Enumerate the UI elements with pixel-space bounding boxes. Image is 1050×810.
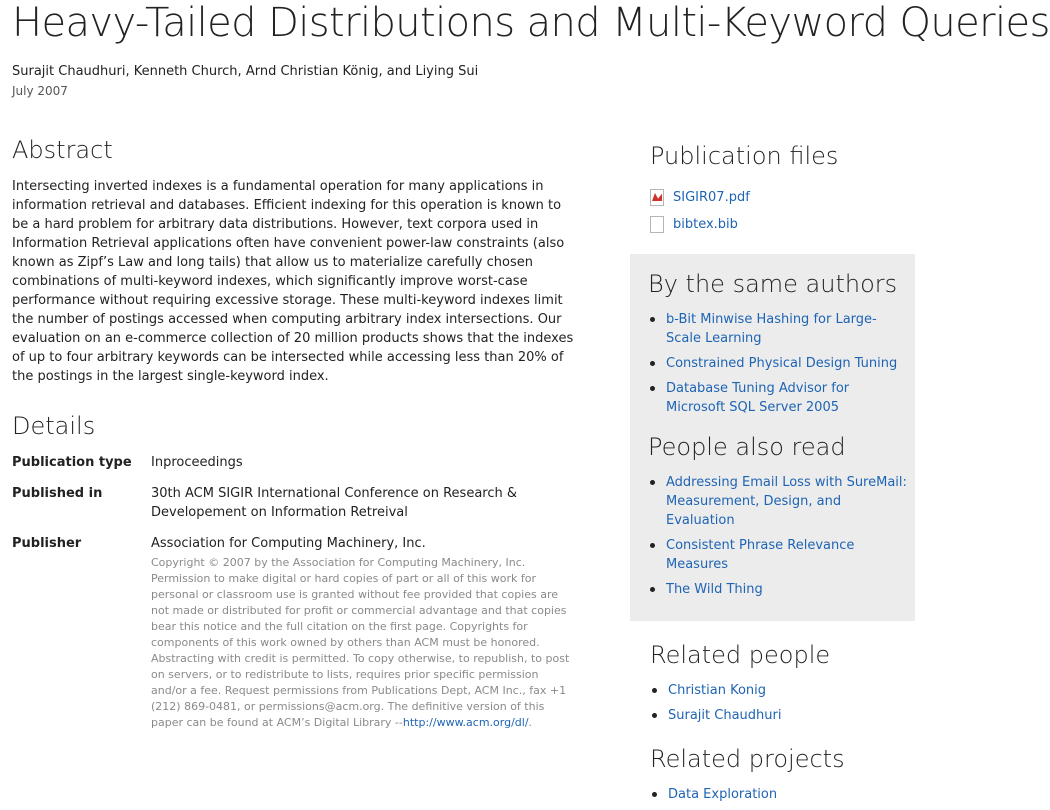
details-heading: Details (12, 412, 96, 440)
list-item (648, 580, 915, 599)
also-read-link[interactable]: The Wild Thing (666, 582, 763, 597)
list-item (648, 379, 915, 417)
file-link-bib[interactable]: bibtex.bib (673, 217, 738, 232)
file-item (650, 184, 915, 211)
also-read-list (648, 473, 915, 599)
copyright-text: Copyright © 2007 by the Association for Computing Machinery, Inc. Permission to make digital or hard copies of part or all of this work for personal or classroom use is granted without fee provided that copies are not made or distributed for profit or commercial advantage and that copies bear this notice and the full citation on the first page. Copyrights for components of this work owned by others than ACM must be honored. Abstracting with credit is permitted. To copy otherwise, to republish, to post on servers, or to redistribute to lists, requires prior specific permission and/or a fee. Request permissions from Publications Dept, ACM Inc., fax +1 (212) 869-0481, or permissions@acm.org. The definitive version of this paper can be found at ACM’s Digital Library -- (151, 556, 570, 729)
related-projects-list (650, 785, 915, 804)
main-content (12, 134, 578, 743)
files-list (650, 184, 915, 238)
detail-value: Inproceedings (151, 455, 243, 470)
sidebar (630, 140, 915, 810)
detail-value: Association for Computing Machinery, Inc. (151, 536, 426, 551)
same-authors-list (648, 310, 915, 417)
abstract-heading: Abstract (12, 136, 113, 164)
detail-label: Publisher (12, 536, 82, 551)
same-authors-link[interactable]: b-Bit Minwise Hashing for Large-Scale Learning (666, 312, 877, 346)
detail-row-published-in (12, 484, 578, 522)
related-projects-heading: Related projects (650, 745, 845, 773)
acm-dl-link[interactable]: http://www.acm.org/dl/ (402, 716, 529, 729)
list-item (648, 536, 915, 574)
publication-date: July 2007 (12, 84, 68, 98)
person-link[interactable]: Surajit Chaudhuri (668, 708, 782, 723)
document-file-icon (650, 216, 664, 233)
same-authors-link[interactable]: Database Tuning Advisor for Microsoft SQL Server 2005 (666, 381, 850, 415)
file-link-pdf[interactable]: SIGIR07.pdf (673, 190, 750, 205)
pdf-file-icon (650, 189, 664, 206)
list-item (648, 310, 915, 348)
page-title: Heavy-Tailed Distributions and Multi-Keyword Queries (12, 0, 1050, 46)
related-people (630, 639, 915, 725)
recommendations-box (630, 254, 915, 621)
copyright-notice (151, 555, 576, 731)
also-read-link[interactable]: Consistent Phrase Relevance Measures (666, 538, 855, 572)
list-item (648, 354, 915, 373)
same-authors-link[interactable]: Constrained Physical Design Tuning (666, 356, 898, 371)
detail-label: Publication type (12, 455, 132, 470)
list-item (650, 706, 915, 725)
details-table (12, 453, 578, 731)
copyright-end: . (528, 716, 533, 729)
same-authors-heading: By the same authors (648, 270, 898, 298)
detail-row-publisher (12, 534, 578, 731)
authors: Surajit Chaudhuri, Kenneth Church, Arnd Christian König, and Liying Sui (12, 64, 479, 79)
related-projects (630, 743, 915, 804)
related-people-heading: Related people (650, 641, 831, 669)
project-link[interactable]: Data Exploration (668, 787, 778, 802)
also-read-link[interactable]: Addressing Email Loss with SureMail: Measurement, Design, and Evaluation (666, 475, 907, 528)
list-item (650, 681, 915, 700)
files-heading: Publication files (650, 142, 839, 170)
publisher-block (151, 534, 576, 731)
abstract-text: Intersecting inverted indexes is a fundamental operation for many applications in information retrieval and databases. Efficient indexing for this operation is known to be a hard problem for arbitrary data distributions. However, text corpora used in Information Retrieval applications often have convenient power-law constraints (also known as Zipf’s Law and long tails) that allow us to materialize carefully chosen combinations of multi-keyword indexes, which significantly improve worst-case performance without requiring excessive storage. These multi-keyword indexes limit the number of postings accessed when computing arbitrary index intersections. Our evaluation on an e-commerce collection of 20 million products shows that the indexes of up to four arbitrary keywords can be intersected while accessing less than 20% of the postings in the largest single-keyword index. (12, 179, 574, 384)
list-item (650, 785, 915, 804)
file-item (650, 211, 915, 238)
person-link[interactable]: Christian Konig (668, 683, 767, 698)
list-item (648, 473, 915, 530)
publication-files (630, 140, 915, 238)
also-read-heading: People also read (648, 433, 846, 461)
detail-row-type (12, 453, 578, 472)
detail-label: Published in (12, 486, 103, 501)
related-people-list (650, 681, 915, 725)
detail-value: 30th ACM SIGIR International Conference on Research & Developement on Information Retreival (151, 486, 518, 520)
